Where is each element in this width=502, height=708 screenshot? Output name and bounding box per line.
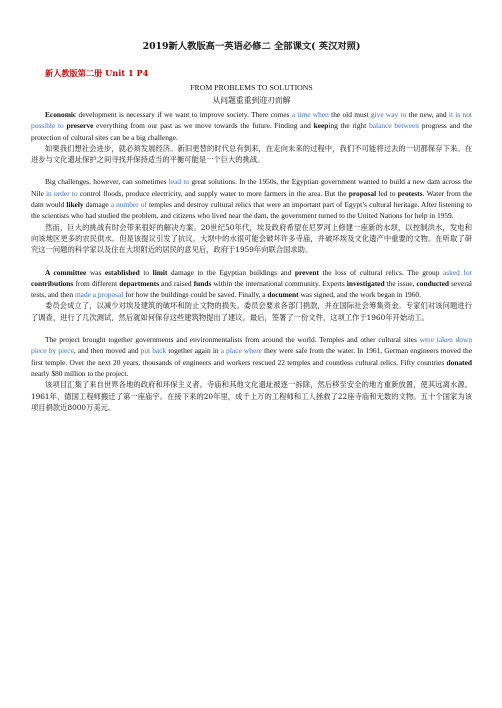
text-run: . Water from the dam would bbox=[31, 188, 472, 210]
english-paragraph bbox=[31, 267, 472, 301]
highlighted-phrase: were taken down piece by piece bbox=[31, 335, 473, 356]
bold-vocabulary: contributions bbox=[31, 278, 74, 288]
text-run: progress and the protection of cultural sites can be a big challenge. bbox=[31, 121, 472, 142]
article-title-english: FROM PROBLEMS TO SOLUTIONS bbox=[190, 83, 313, 92]
highlighted-phrase: a place where bbox=[220, 346, 262, 356]
text-run: everything from our past as we move towards the future. Finding and bbox=[93, 121, 314, 131]
bold-vocabulary: established bbox=[104, 267, 140, 277]
highlighted-phrase: a time when bbox=[291, 110, 329, 119]
text-run: they were safe from the water. In 1961, German engineers moved the first temple. Over the next 20 years, thousands of engineers and workers rescued 22 temples and countless cultural relics. Fifty countries bbox=[31, 346, 473, 367]
bold-vocabulary: investigated bbox=[346, 278, 385, 288]
paragraph-gap bbox=[31, 256, 472, 267]
text-run: nearly $80 million to the project. bbox=[31, 368, 129, 378]
text-run: the new, and bbox=[406, 110, 449, 119]
text-run: temples and destroy cultural relics that were an important part of Egypt’s cultural heritage. After listening to the scientists who had studied the problem, and citizens who lived near the dam, the government turned to the United Nations for help in 1959. bbox=[31, 200, 472, 221]
paragraph-gap bbox=[31, 165, 472, 176]
highlighted-phrase: it is not possible to bbox=[31, 110, 472, 131]
text-run: the old must bbox=[328, 110, 371, 119]
paragraph-gap bbox=[31, 323, 472, 334]
bold-vocabulary: departments bbox=[119, 278, 160, 288]
text-run: , and then moved and bbox=[73, 346, 141, 356]
text-run: from different bbox=[73, 278, 120, 288]
text-run: was bbox=[86, 267, 105, 277]
bold-vocabulary: A committee bbox=[45, 267, 87, 277]
text-run: within the international community. Experts bbox=[211, 278, 347, 288]
chinese-paragraph: 如果我们想社会进步，就必须发展经济。新旧更替的时代总有到来，在走向未来的过程中，我们不可能将过去的一切都保存下来。在进步与文化遗址保护之间寻找并保持适当的平衡可能是一个巨大的挑战。 bbox=[31, 143, 472, 165]
text-run: several tests, and then bbox=[31, 278, 472, 300]
text-run: development is necessary if we want to improve society. There comes bbox=[76, 110, 292, 119]
text-run: for how the buildings could be saved. Finally, a bbox=[123, 290, 268, 300]
text-run: together again in bbox=[166, 346, 221, 356]
text-run: damage to the Egyptian buildings and bbox=[167, 267, 295, 277]
highlighted-phrase: balance between bbox=[369, 121, 419, 131]
highlighted-phrase: lead to bbox=[168, 177, 190, 187]
bold-vocabulary: proposal bbox=[348, 188, 377, 198]
bold-vocabulary: likely bbox=[66, 200, 84, 210]
text-run: The project brought together governments and environmentalists from around the world. Temples and other cultural sites bbox=[45, 335, 420, 345]
highlighted-phrase: put back bbox=[140, 346, 167, 356]
document-title: 2019新人教版高一英语必修二 全部课文( 英汉对照) bbox=[142, 41, 361, 52]
text-run: to bbox=[139, 267, 153, 277]
bold-vocabulary: keep bbox=[313, 121, 329, 131]
highlighted-phrase: a number of bbox=[110, 200, 147, 210]
bold-vocabulary: funds bbox=[193, 278, 212, 288]
text-run: led to bbox=[376, 188, 398, 198]
text-run: Big challenges, however, can sometimes bbox=[45, 177, 169, 187]
highlighted-phrase: made a proposal bbox=[74, 290, 124, 300]
text-run: ing the right bbox=[328, 121, 370, 131]
text-run: and raised bbox=[159, 278, 194, 288]
highlighted-phrase: in order to bbox=[46, 188, 78, 198]
text-run: the loss of cultural relics. The group bbox=[318, 267, 443, 277]
text-run: damage bbox=[83, 200, 111, 210]
text-run: the issue, bbox=[384, 278, 417, 288]
bold-vocabulary: Economic bbox=[45, 110, 77, 119]
highlighted-phrase: give way to bbox=[370, 110, 407, 119]
unit-label: 新人教版第二册 Unit 1 P4 bbox=[45, 68, 149, 78]
bold-vocabulary: protests bbox=[397, 188, 423, 198]
bold-vocabulary: prevent bbox=[294, 267, 319, 277]
text-run: was signed, and the work began in 1960. bbox=[298, 290, 421, 300]
highlighted-phrase: asked for bbox=[442, 267, 472, 277]
text-run: control floods, produce electricity, and supply water to more farmers in the area. But the bbox=[77, 188, 349, 198]
chinese-paragraph: 然而，巨大的挑战有时会带来很好的解决方案。20世纪50年代，埃及政府希望在尼罗河上修建一座新的水坝，以控制洪水，发电和向该地区更多的农民供水。但是该提议引发了抗议。大坝中的水很可能会破坏许多寺庙，并破坏埃及文化遗产中重要的文物。在听取了研究这一问题的科学家以及住在大坝附近的居民的意见后，政府于1959年向联合国求助。 bbox=[31, 222, 472, 255]
bold-vocabulary: preserve bbox=[66, 121, 94, 131]
bold-vocabulary: limit bbox=[152, 267, 168, 277]
chinese-paragraph: 该项目汇集了来自世界各地的政府和环保主义者。寺庙和其他文化遗址被逐一拆除，然后移至安全的地方重新放置，使其远离水源。1961年，德国工程师搬迁了第一座庙宇。在接下来的20年里，成千上万的工程师和工人拯救了22座寺庙和无数的文物。五十个国家为该项目捐款近8000万美元。 bbox=[31, 380, 472, 412]
bold-vocabulary: donated bbox=[446, 357, 472, 367]
text-run: great solutions. In the 1950s, the Egyptian government wanted to build a new dam across the Nile bbox=[31, 177, 472, 198]
english-paragraph bbox=[31, 109, 472, 143]
chinese-paragraph: 委员会成立了，以减少对埃及建筑的破坏和防止文物的损失。委员会要求各部门捐款，并在国际社会筹集资金。专家们对该问题进行了调查，进行了几次测试，然后就如何保存这些建筑物提出了建议。最后，签署了一份文件，这项工作于1960年开始动工。 bbox=[31, 301, 472, 322]
article-title-chinese: 从问题重重到迎刃而解 bbox=[212, 96, 291, 105]
english-paragraph bbox=[31, 176, 472, 221]
article-body bbox=[31, 109, 472, 413]
bold-vocabulary: document bbox=[267, 290, 299, 300]
english-paragraph bbox=[31, 334, 472, 379]
bold-vocabulary: conducted bbox=[416, 278, 449, 288]
